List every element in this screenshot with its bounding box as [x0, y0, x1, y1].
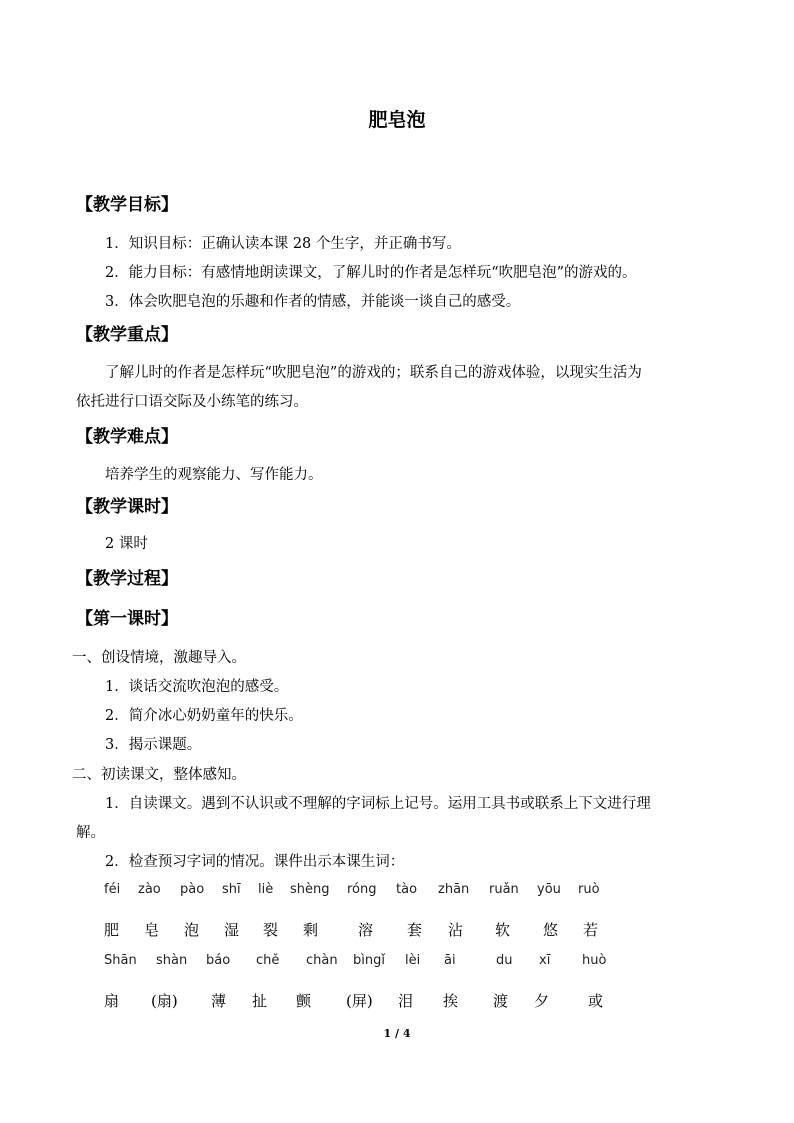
pinyin-9: zhān — [438, 882, 470, 897]
vocab-char-7: 溶 — [358, 921, 374, 939]
vocab-char-7: 泪 — [398, 992, 414, 1010]
hours-heading: 【教学课时】 — [76, 497, 178, 517]
pinyin-12: ruò — [578, 882, 600, 897]
vocab-char-5: 颤 — [296, 992, 312, 1010]
part-2-item-1-line-2: 解。 — [76, 825, 105, 841]
vocab-char-9: 渡 — [493, 992, 509, 1010]
part-1-heading: 一、创设情境，激趣导入。 — [72, 650, 246, 666]
focus-text-line-2: 依托进行口语交际及小练笔的练习。 — [76, 394, 308, 410]
difficulty-heading: 【教学难点】 — [76, 427, 178, 447]
pinyin-2: zào — [138, 882, 161, 897]
vocab-char-11: 悠 — [543, 921, 559, 939]
vocab-char-4: 湿 — [224, 921, 240, 939]
page-title: 肥皂泡 — [368, 109, 426, 131]
pinyin-11: huò — [582, 953, 607, 968]
part-2-item-2: 2．检查预习字词的情况。课件出示本课生词： — [105, 854, 405, 870]
pinyin-1: féi — [104, 882, 121, 897]
goal-item-2: 2．能力目标：有感情地朗读课文，了解儿时的作者是怎样玩“吹肥皂泡”的游戏的。 — [105, 265, 637, 281]
vocab-char-8: 挨 — [443, 992, 459, 1010]
goals-heading: 【教学目标】 — [76, 195, 178, 215]
pinyin-1: Shān — [104, 953, 137, 968]
vocab-char-3: 薄 — [211, 992, 227, 1010]
vocab-char-1: 扇 — [104, 992, 120, 1010]
part-1-item-1: 1．谈话交流吹泡泡的感受。 — [105, 679, 289, 695]
pinyin-11: yōu — [537, 882, 561, 897]
pinyin-4: shī — [222, 882, 241, 897]
process-heading: 【教学过程】 — [76, 569, 178, 589]
pinyin-7: róng — [347, 882, 377, 897]
focus-text-line-1: 了解儿时的作者是怎样玩“吹肥皂泡”的游戏的；联系自己的游戏体验，以现实生活为 — [105, 365, 642, 381]
vocab-char-6: 剩 — [303, 921, 319, 939]
vocab-char-10: 软 — [495, 921, 511, 939]
pinyin-4: chě — [256, 953, 280, 968]
vocab-char-11: 或 — [588, 992, 604, 1010]
part-2-item-1-line-1: 1．自读课文。遇到不认识或不理解的字词标上记号。运用工具书或联系上下文进行理 — [105, 796, 651, 812]
vocab-char-12: 若 — [583, 921, 599, 939]
vocab-char-8: 套 — [407, 921, 423, 939]
page-number: 1 / 4 — [383, 1027, 411, 1040]
pinyin-5: liè — [258, 882, 274, 897]
focus-heading: 【教学重点】 — [76, 325, 178, 345]
pinyin-2: shàn — [156, 953, 188, 968]
part-1-item-3: 3．揭示课题。 — [105, 737, 202, 753]
pinyin-3: pào — [180, 882, 205, 897]
vocab-char-4: 扯 — [252, 992, 268, 1010]
vocab-char-2: (扇) — [151, 992, 178, 1010]
pinyin-6: shèng — [290, 882, 330, 897]
vocab-char-5: 裂 — [263, 921, 279, 939]
first-lesson-heading: 【第一课时】 — [76, 609, 178, 629]
pinyin-8: āi — [444, 953, 456, 968]
part-2-heading: 二、初读课文，整体感知。 — [72, 767, 246, 783]
vocab-char-2: 皂 — [144, 921, 160, 939]
vocab-char-10: 夕 — [534, 992, 550, 1010]
pinyin-5: chàn — [306, 953, 338, 968]
pinyin-10: xī — [539, 953, 551, 968]
difficulty-text: 培养学生的观察能力、写作能力。 — [105, 467, 323, 483]
pinyin-10: ruǎn — [489, 882, 519, 897]
part-1-item-2: 2．简介冰心奶奶童年的快乐。 — [105, 708, 303, 724]
vocab-char-1: 肥 — [104, 921, 120, 939]
pinyin-8: tào — [396, 882, 418, 897]
pinyin-9: du — [496, 953, 513, 968]
pinyin-6: bìngǐ — [353, 953, 385, 968]
vocab-char-9: 沾 — [448, 921, 464, 939]
goal-item-3: 3．体会吹肥皂泡的乐趣和作者的情感，并能谈一谈自己的感受。 — [105, 294, 521, 310]
pinyin-7: lèi — [405, 953, 421, 968]
hours-text: 2 课时 — [105, 536, 148, 552]
vocab-char-3: 泡 — [184, 921, 200, 939]
pinyin-3: báo — [206, 953, 231, 968]
goal-item-1: 1．知识目标：正确认读本课 28 个生字，并正确书写。 — [105, 236, 461, 252]
vocab-char-6: (屏) — [346, 992, 373, 1010]
